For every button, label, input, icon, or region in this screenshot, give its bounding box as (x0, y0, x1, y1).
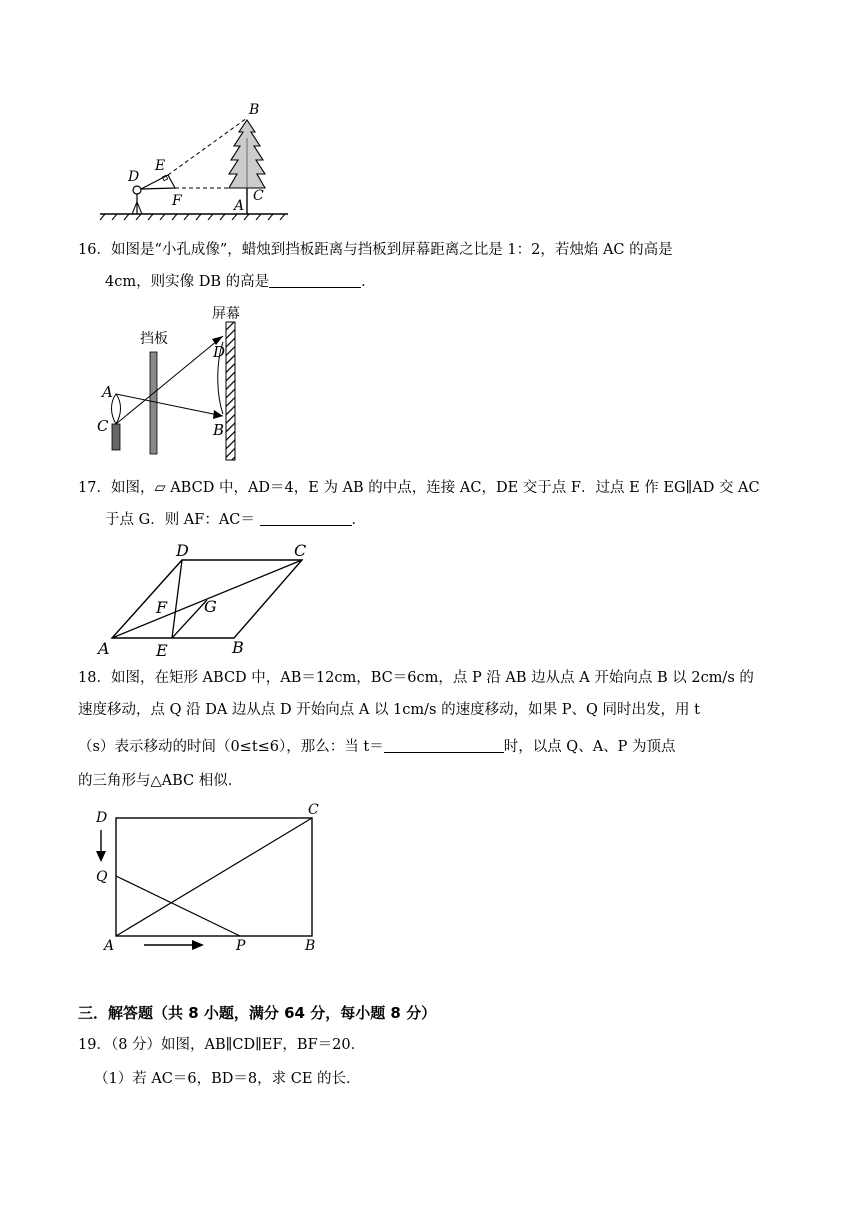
question-16-line1: 16．如图是“小孔成像”，蜡烛到挡板距离与挡板到屏幕距离之比是 1：2，若烛焰 AC 的高是 (78, 242, 673, 258)
question-19-line1: 19．（8 分）如图，AB∥CD∥EF，BF＝20． (78, 1037, 366, 1053)
question-17-line2: 于点 G．则 AF：AC＝ ． (105, 512, 367, 528)
question-16-line2: 4cm，则实像 DB 的高是 ． (105, 274, 376, 290)
label-D: D (128, 169, 140, 185)
label-A: A (98, 639, 110, 658)
label-C: C (308, 802, 319, 818)
label-D: D (213, 343, 226, 361)
label-B: B (305, 938, 316, 954)
figure-rectangle (90, 800, 330, 960)
answer-blank-16[interactable] (269, 273, 361, 288)
label-F: F (156, 598, 168, 617)
label-A: A (234, 198, 245, 214)
label-G: G (204, 597, 217, 616)
label-D: D (96, 810, 108, 826)
figure-tree-shadow (95, 98, 295, 223)
label-screen: 屏幕 (212, 306, 240, 322)
figure-parallelogram (94, 540, 324, 660)
label-E: E (155, 158, 166, 174)
label-C: C (253, 188, 264, 204)
label-C: C (294, 541, 307, 560)
label-board: 挡板 (140, 331, 168, 347)
label-B: B (232, 638, 244, 657)
answer-blank-18[interactable] (384, 738, 504, 753)
label-B: B (213, 421, 225, 439)
question-17-number: 17． (78, 480, 111, 496)
question-18-line1: 18．如图，在矩形 ABCD 中，AB＝12cm，BC＝6cm，点 P 沿 AB 边从点 A 开始向点 B 以 2cm/s 的 (78, 670, 754, 686)
label-D: D (176, 541, 189, 560)
label-B: B (249, 102, 260, 118)
question-18-number: 18． (78, 670, 111, 686)
label-E: E (156, 641, 168, 660)
question-18-line3: （s）表示移动的时间（0≤t≤6），那么：当 t＝ 时，以点 Q、A、P 为顶点 (78, 739, 676, 755)
question-18-line2: 速度移动，点 Q 沿 DA 边从点 D 开始向点 A 以 1cm/s 的速度移动，如果 P、Q 同时出发，用 t (78, 702, 700, 718)
question-16-number: 16． (78, 242, 111, 258)
label-A: A (102, 383, 113, 401)
answer-blank-17[interactable] (260, 511, 352, 526)
label-A: A (104, 938, 115, 954)
section-3-heading: 三．解答题（共 8 小题，满分 64 分，每小题 8 分） (78, 1004, 437, 1022)
figure-pinhole-camera (92, 302, 252, 464)
question-19-part1: （1）若 AC＝6，BD＝8，求 CE 的长． (94, 1071, 361, 1087)
question-18-line4: 的三角形与△ABC 相似． (78, 773, 243, 789)
label-F: F (172, 193, 182, 209)
label-C: C (97, 417, 109, 435)
question-17-line1: 17．如图，▱ ABCD 中，AD＝4，E 为 AB 的中点，连接 AC，DE 交于点 F．过点 E 作 EG∥AD 交 AC (78, 480, 760, 496)
label-Q: Q (96, 869, 108, 885)
label-P: P (236, 938, 246, 954)
